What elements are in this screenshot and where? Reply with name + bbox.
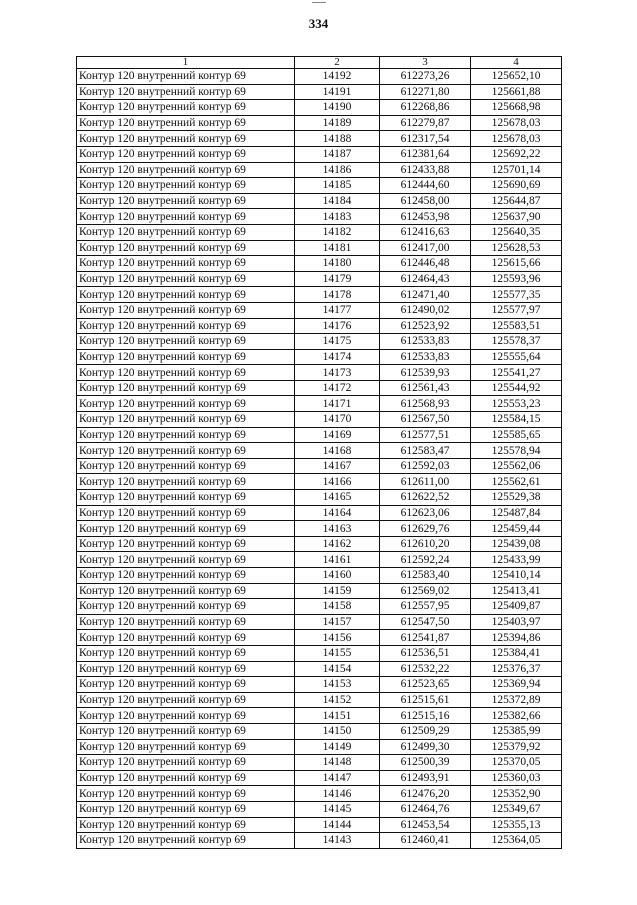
point-number-cell: 14190	[295, 100, 380, 116]
contour-name-cell: Контур 120 внутренний контур 69	[77, 490, 295, 506]
y-coordinate-cell: 125349,67	[471, 801, 562, 817]
x-coordinate-cell: 612592,03	[380, 458, 471, 474]
y-coordinate-cell: 125459,44	[471, 521, 562, 537]
x-coordinate-cell: 612536,51	[380, 645, 471, 661]
y-coordinate-cell: 125578,37	[471, 334, 562, 350]
table-row	[77, 801, 562, 817]
contour-name-cell: Контур 120 внутренний контур 69	[77, 817, 295, 833]
y-coordinate-cell: 125385,99	[471, 723, 562, 739]
y-coordinate-cell: 125413,41	[471, 583, 562, 599]
table-row	[77, 380, 562, 396]
y-coordinate-cell: 125562,61	[471, 474, 562, 490]
contour-name-cell: Контур 120 внутренний контур 69	[77, 365, 295, 381]
y-coordinate-cell: 125439,08	[471, 536, 562, 552]
x-coordinate-cell: 612523,92	[380, 318, 471, 334]
x-coordinate-cell: 612583,47	[380, 443, 471, 459]
table-row	[77, 224, 562, 240]
table-row	[77, 146, 562, 162]
contour-name-cell: Контур 120 внутренний контур 69	[77, 193, 295, 209]
table-row	[77, 334, 562, 350]
point-number-cell: 14168	[295, 443, 380, 459]
point-number-cell: 14163	[295, 521, 380, 537]
contour-name-cell: Контур 120 внутренний контур 69	[77, 349, 295, 365]
table-body	[77, 69, 562, 849]
contour-name-cell: Контур 120 внутренний контур 69	[77, 552, 295, 568]
y-coordinate-cell: 125585,65	[471, 427, 562, 443]
x-coordinate-cell: 612592,24	[380, 552, 471, 568]
point-number-cell: 14173	[295, 365, 380, 381]
x-coordinate-cell: 612317,54	[380, 131, 471, 147]
y-coordinate-cell: 125637,90	[471, 209, 562, 225]
table-row	[77, 193, 562, 209]
table-row	[77, 723, 562, 739]
table-row	[77, 443, 562, 459]
y-coordinate-cell: 125372,89	[471, 692, 562, 708]
y-coordinate-cell: 125369,94	[471, 677, 562, 693]
x-coordinate-cell: 612273,26	[380, 69, 471, 85]
x-coordinate-cell: 612464,76	[380, 801, 471, 817]
x-coordinate-cell: 612541,87	[380, 630, 471, 646]
y-coordinate-cell: 125360,03	[471, 770, 562, 786]
table-row	[77, 209, 562, 225]
x-coordinate-cell: 612499,30	[380, 739, 471, 755]
header-row	[77, 57, 562, 69]
table-row	[77, 755, 562, 771]
x-coordinate-cell: 612610,20	[380, 536, 471, 552]
table-row	[77, 287, 562, 303]
contour-name-cell: Контур 120 внутренний контур 69	[77, 801, 295, 817]
table-row	[77, 505, 562, 521]
y-coordinate-cell: 125370,05	[471, 755, 562, 771]
point-number-cell: 14182	[295, 224, 380, 240]
point-number-cell: 14180	[295, 256, 380, 272]
contour-name-cell: Контур 120 внутренний контур 69	[77, 755, 295, 771]
contour-name-cell: Контур 120 внутренний контур 69	[77, 178, 295, 194]
table-row	[77, 318, 562, 334]
point-number-cell: 14186	[295, 162, 380, 178]
y-coordinate-cell: 125382,66	[471, 708, 562, 724]
table-row	[77, 770, 562, 786]
contour-name-cell: Контур 120 внутренний контур 69	[77, 209, 295, 225]
contour-name-cell: Контур 120 внутренний контур 69	[77, 146, 295, 162]
contour-name-cell: Контур 120 внутренний контур 69	[77, 474, 295, 490]
table-row	[77, 536, 562, 552]
table-row	[77, 630, 562, 646]
y-coordinate-cell: 125701,14	[471, 162, 562, 178]
header-col-1: 1	[77, 57, 295, 69]
table-row	[77, 692, 562, 708]
x-coordinate-cell: 612458,00	[380, 193, 471, 209]
contour-name-cell: Контур 120 внутренний контур 69	[77, 287, 295, 303]
contour-name-cell: Контур 120 внутренний контур 69	[77, 443, 295, 459]
point-number-cell: 14171	[295, 396, 380, 412]
header-col-3: 3	[380, 57, 471, 69]
page-number: 334	[308, 16, 329, 31]
table-row	[77, 271, 562, 287]
point-number-cell: 14185	[295, 178, 380, 194]
contour-name-cell: Контур 120 внутренний контур 69	[77, 614, 295, 630]
point-number-cell: 14144	[295, 817, 380, 833]
table-row	[77, 458, 562, 474]
table-row	[77, 84, 562, 100]
point-number-cell: 14169	[295, 427, 380, 443]
contour-name-cell: Контур 120 внутренний контур 69	[77, 599, 295, 615]
header-col-4: 4	[471, 57, 562, 69]
x-coordinate-cell: 612622,52	[380, 490, 471, 506]
point-number-cell: 14174	[295, 349, 380, 365]
point-number-cell: 14181	[295, 240, 380, 256]
table-row	[77, 661, 562, 677]
point-number-cell: 14166	[295, 474, 380, 490]
point-number-cell: 14156	[295, 630, 380, 646]
x-coordinate-cell: 612500,39	[380, 755, 471, 771]
contour-name-cell: Контур 120 внутренний контур 69	[77, 630, 295, 646]
point-number-cell: 14189	[295, 115, 380, 131]
point-number-cell: 14153	[295, 677, 380, 693]
y-coordinate-cell: 125544,92	[471, 380, 562, 396]
y-coordinate-cell: 125562,06	[471, 458, 562, 474]
x-coordinate-cell: 612515,16	[380, 708, 471, 724]
point-number-cell: 14162	[295, 536, 380, 552]
point-number-cell: 14147	[295, 770, 380, 786]
x-coordinate-cell: 612271,80	[380, 84, 471, 100]
y-coordinate-cell: 125355,13	[471, 817, 562, 833]
y-coordinate-cell: 125652,10	[471, 69, 562, 85]
contour-name-cell: Контур 120 внутренний контур 69	[77, 224, 295, 240]
x-coordinate-cell: 612533,83	[380, 334, 471, 350]
y-coordinate-cell: 125690,69	[471, 178, 562, 194]
y-coordinate-cell: 125433,99	[471, 552, 562, 568]
x-coordinate-cell: 612509,29	[380, 723, 471, 739]
point-number-cell: 14158	[295, 599, 380, 615]
point-number-cell: 14164	[295, 505, 380, 521]
table-row	[77, 162, 562, 178]
point-number-cell: 14167	[295, 458, 380, 474]
contour-name-cell: Контур 120 внутренний контур 69	[77, 84, 295, 100]
table-row	[77, 349, 562, 365]
table-row	[77, 302, 562, 318]
x-coordinate-cell: 612464,43	[380, 271, 471, 287]
y-coordinate-cell: 125577,97	[471, 302, 562, 318]
contour-name-cell: Контур 120 внутренний контур 69	[77, 536, 295, 552]
x-coordinate-cell: 612532,22	[380, 661, 471, 677]
x-coordinate-cell: 612561,43	[380, 380, 471, 396]
y-coordinate-cell: 125410,14	[471, 568, 562, 584]
y-coordinate-cell: 125487,84	[471, 505, 562, 521]
contour-name-cell: Контур 120 внутренний контур 69	[77, 115, 295, 131]
x-coordinate-cell: 612623,06	[380, 505, 471, 521]
y-coordinate-cell: 125379,92	[471, 739, 562, 755]
point-number-cell: 14150	[295, 723, 380, 739]
table-row	[77, 552, 562, 568]
y-coordinate-cell: 125364,05	[471, 833, 562, 849]
x-coordinate-cell: 612557,95	[380, 599, 471, 615]
contour-name-cell: Контур 120 внутренний контур 69	[77, 271, 295, 287]
contour-name-cell: Контур 120 внутренний контур 69	[77, 69, 295, 85]
y-coordinate-cell: 125640,35	[471, 224, 562, 240]
contour-name-cell: Контур 120 внутренний контур 69	[77, 100, 295, 116]
y-coordinate-cell: 125644,87	[471, 193, 562, 209]
contour-name-cell: Контур 120 внутренний контур 69	[77, 677, 295, 693]
y-coordinate-cell: 125376,37	[471, 661, 562, 677]
x-coordinate-cell: 612515,61	[380, 692, 471, 708]
table-row	[77, 568, 562, 584]
table-row	[77, 599, 562, 615]
contour-name-cell: Контур 120 внутренний контур 69	[77, 583, 295, 599]
contour-name-cell: Контур 120 внутренний контур 69	[77, 240, 295, 256]
y-coordinate-cell: 125555,64	[471, 349, 562, 365]
point-number-cell: 14179	[295, 271, 380, 287]
x-coordinate-cell: 612539,93	[380, 365, 471, 381]
point-number-cell: 14177	[295, 302, 380, 318]
point-number-cell: 14149	[295, 739, 380, 755]
point-number-cell: 14159	[295, 583, 380, 599]
x-coordinate-cell: 612568,93	[380, 396, 471, 412]
y-coordinate-cell: 125553,23	[471, 396, 562, 412]
y-coordinate-cell: 125384,41	[471, 645, 562, 661]
table-row	[77, 427, 562, 443]
x-coordinate-cell: 612268,86	[380, 100, 471, 116]
contour-name-cell: Контур 120 внутренний контур 69	[77, 458, 295, 474]
y-coordinate-cell: 125352,90	[471, 786, 562, 802]
y-coordinate-cell: 125403,97	[471, 614, 562, 630]
top-edge-mark	[312, 2, 326, 3]
table-row	[77, 240, 562, 256]
y-coordinate-cell: 125584,15	[471, 412, 562, 428]
contour-name-cell: Контур 120 внутренний контур 69	[77, 723, 295, 739]
x-coordinate-cell: 612523,65	[380, 677, 471, 693]
table-row	[77, 412, 562, 428]
contour-name-cell: Контур 120 внутренний контур 69	[77, 786, 295, 802]
x-coordinate-cell: 612453,98	[380, 209, 471, 225]
table-header	[77, 57, 562, 69]
point-number-cell: 14191	[295, 84, 380, 100]
y-coordinate-cell: 125692,22	[471, 146, 562, 162]
contour-name-cell: Контур 120 внутренний контур 69	[77, 505, 295, 521]
table-row	[77, 256, 562, 272]
table-row	[77, 708, 562, 724]
contour-name-cell: Контур 120 внутренний контур 69	[77, 692, 295, 708]
x-coordinate-cell: 612417,00	[380, 240, 471, 256]
point-number-cell: 14165	[295, 490, 380, 506]
x-coordinate-cell: 612567,50	[380, 412, 471, 428]
x-coordinate-cell: 612569,02	[380, 583, 471, 599]
table-row	[77, 645, 562, 661]
point-number-cell: 14176	[295, 318, 380, 334]
y-coordinate-cell: 125628,53	[471, 240, 562, 256]
contour-name-cell: Контур 120 внутренний контур 69	[77, 739, 295, 755]
contour-name-cell: Контур 120 внутренний контур 69	[77, 380, 295, 396]
table-row	[77, 69, 562, 85]
table-row	[77, 178, 562, 194]
contour-name-cell: Контур 120 внутренний контур 69	[77, 131, 295, 147]
table-row	[77, 131, 562, 147]
point-number-cell: 14151	[295, 708, 380, 724]
table-row	[77, 490, 562, 506]
x-coordinate-cell: 612493,91	[380, 770, 471, 786]
point-number-cell: 14148	[295, 755, 380, 771]
y-coordinate-cell: 125668,98	[471, 100, 562, 116]
table-row	[77, 739, 562, 755]
y-coordinate-cell: 125583,51	[471, 318, 562, 334]
point-number-cell: 14157	[295, 614, 380, 630]
x-coordinate-cell: 612444,60	[380, 178, 471, 194]
header-col-2: 2	[295, 57, 380, 69]
x-coordinate-cell: 612611,00	[380, 474, 471, 490]
x-coordinate-cell: 612446,48	[380, 256, 471, 272]
point-number-cell: 14155	[295, 645, 380, 661]
x-coordinate-cell: 612453,54	[380, 817, 471, 833]
contour-name-cell: Контур 120 внутренний контур 69	[77, 568, 295, 584]
x-coordinate-cell: 612381,64	[380, 146, 471, 162]
point-number-cell: 14178	[295, 287, 380, 303]
point-number-cell: 14192	[295, 69, 380, 85]
y-coordinate-cell: 125541,27	[471, 365, 562, 381]
table-row	[77, 833, 562, 849]
y-coordinate-cell: 125678,03	[471, 131, 562, 147]
contour-name-cell: Контур 120 внутренний контур 69	[77, 708, 295, 724]
x-coordinate-cell: 612416,63	[380, 224, 471, 240]
contour-name-cell: Контур 120 внутренний контур 69	[77, 396, 295, 412]
x-coordinate-cell: 612577,51	[380, 427, 471, 443]
contour-name-cell: Контур 120 внутренний контур 69	[77, 302, 295, 318]
table-row	[77, 521, 562, 537]
table-row	[77, 786, 562, 802]
x-coordinate-cell: 612547,50	[380, 614, 471, 630]
point-number-cell: 14187	[295, 146, 380, 162]
y-coordinate-cell: 125578,94	[471, 443, 562, 459]
point-number-cell: 14170	[295, 412, 380, 428]
y-coordinate-cell: 125577,35	[471, 287, 562, 303]
point-number-cell: 14160	[295, 568, 380, 584]
table-row	[77, 396, 562, 412]
y-coordinate-cell: 125529,38	[471, 490, 562, 506]
table-row	[77, 365, 562, 381]
table-row	[77, 100, 562, 116]
contour-name-cell: Контур 120 внутренний контур 69	[77, 318, 295, 334]
x-coordinate-cell: 612583,40	[380, 568, 471, 584]
y-coordinate-cell: 125661,88	[471, 84, 562, 100]
x-coordinate-cell: 612490,02	[380, 302, 471, 318]
contour-name-cell: Контур 120 внутренний контур 69	[77, 256, 295, 272]
x-coordinate-cell: 612433,88	[380, 162, 471, 178]
coordinates-table	[76, 56, 562, 849]
contour-name-cell: Контур 120 внутренний контур 69	[77, 427, 295, 443]
contour-name-cell: Контур 120 внутренний контур 69	[77, 162, 295, 178]
point-number-cell: 14145	[295, 801, 380, 817]
x-coordinate-cell: 612471,40	[380, 287, 471, 303]
contour-name-cell: Контур 120 внутренний контур 69	[77, 770, 295, 786]
contour-name-cell: Контур 120 внутренний контур 69	[77, 521, 295, 537]
table-row	[77, 817, 562, 833]
x-coordinate-cell: 612476,20	[380, 786, 471, 802]
x-coordinate-cell: 612629,76	[380, 521, 471, 537]
y-coordinate-cell: 125409,87	[471, 599, 562, 615]
y-coordinate-cell: 125593,96	[471, 271, 562, 287]
x-coordinate-cell: 612533,83	[380, 349, 471, 365]
point-number-cell: 14184	[295, 193, 380, 209]
y-coordinate-cell: 125615,66	[471, 256, 562, 272]
y-coordinate-cell: 125678,03	[471, 115, 562, 131]
contour-name-cell: Контур 120 внутренний контур 69	[77, 412, 295, 428]
point-number-cell: 14161	[295, 552, 380, 568]
point-number-cell: 14152	[295, 692, 380, 708]
point-number-cell: 14154	[295, 661, 380, 677]
contour-name-cell: Контур 120 внутренний контур 69	[77, 833, 295, 849]
point-number-cell: 14146	[295, 786, 380, 802]
table-row	[77, 583, 562, 599]
table-row	[77, 115, 562, 131]
contour-name-cell: Контур 120 внутренний контур 69	[77, 645, 295, 661]
point-number-cell: 14183	[295, 209, 380, 225]
point-number-cell: 14175	[295, 334, 380, 350]
table-row	[77, 677, 562, 693]
point-number-cell: 14172	[295, 380, 380, 396]
x-coordinate-cell: 612460,41	[380, 833, 471, 849]
table-row	[77, 474, 562, 490]
contour-name-cell: Контур 120 внутренний контур 69	[77, 334, 295, 350]
y-coordinate-cell: 125394,86	[471, 630, 562, 646]
table-row	[77, 614, 562, 630]
point-number-cell: 14188	[295, 131, 380, 147]
contour-name-cell: Контур 120 внутренний контур 69	[77, 661, 295, 677]
x-coordinate-cell: 612279,87	[380, 115, 471, 131]
point-number-cell: 14143	[295, 833, 380, 849]
